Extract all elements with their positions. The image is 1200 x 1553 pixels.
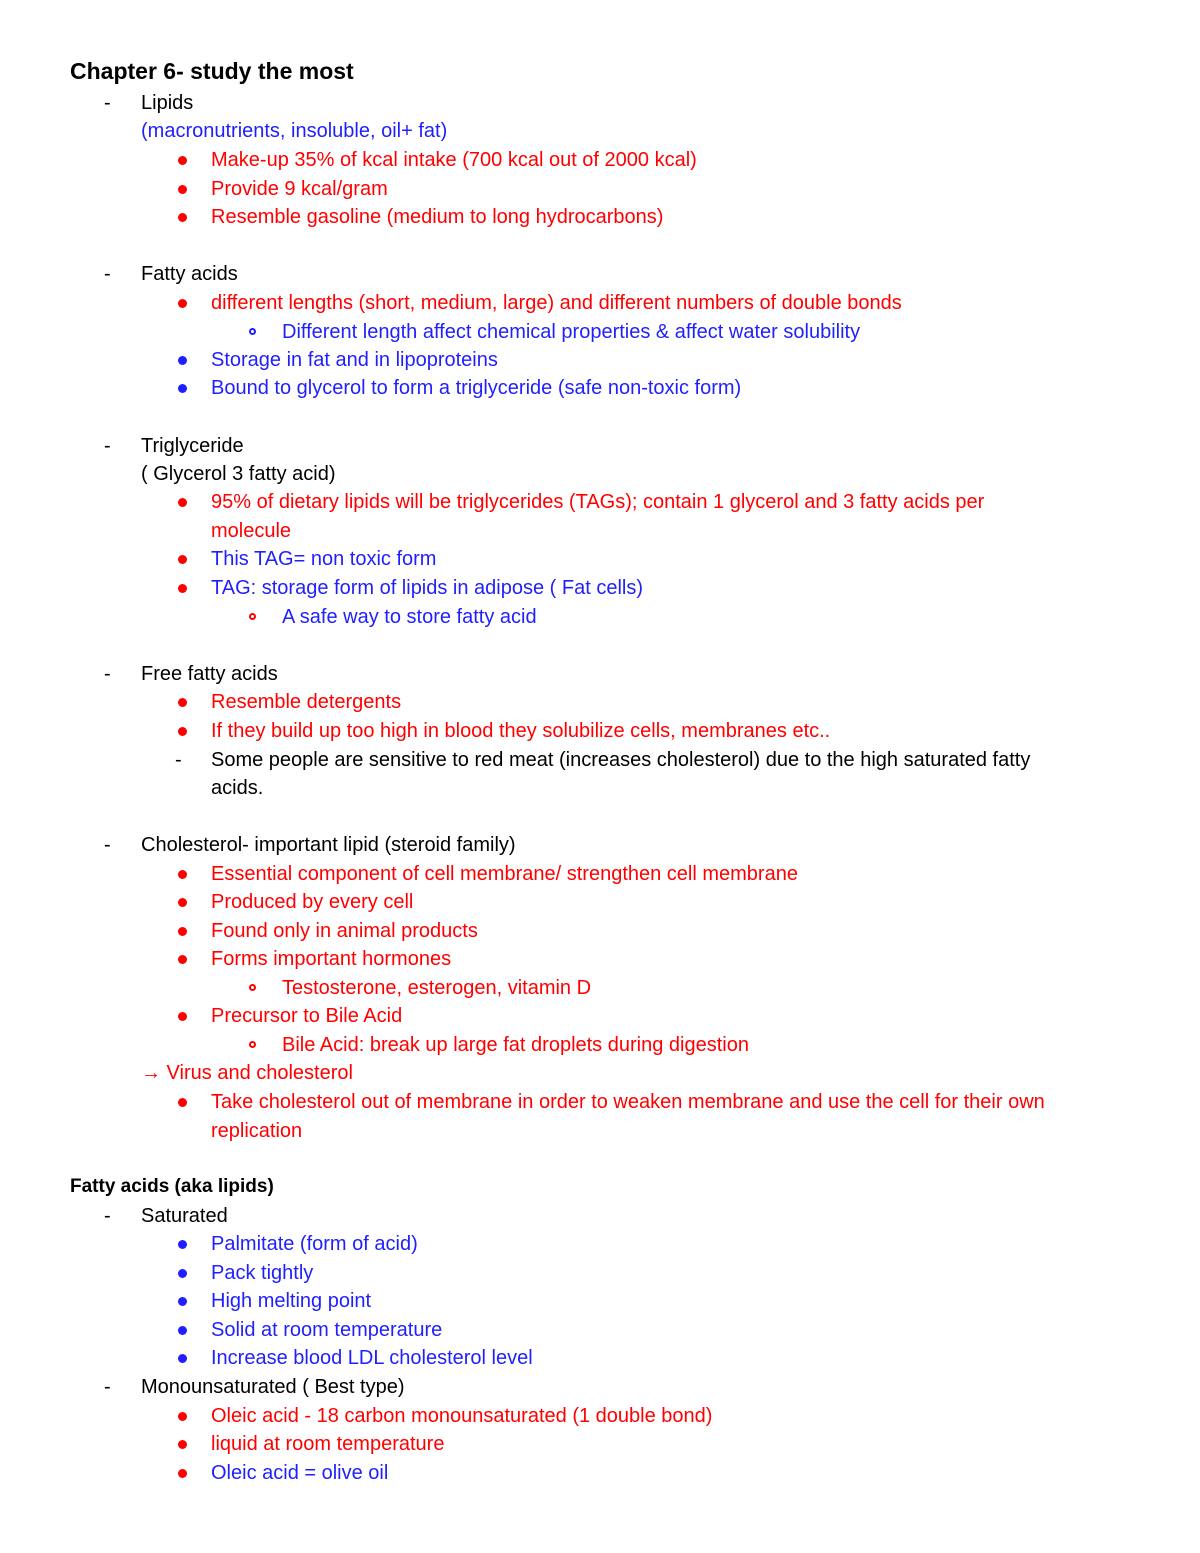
list-item: Take cholesterol out of membrane in order to weaken membrane and use the cell for their own xyxy=(211,1091,1045,1113)
list-item-continuation: replication xyxy=(211,1120,303,1142)
hollow-circle-bullet-icon xyxy=(249,1041,256,1048)
list-item: 95% of dietary lipids will be triglycerides (TAGs); contain 1 glycerol and 3 fatty acids per xyxy=(211,491,985,513)
page-title: Chapter 6- study the most xyxy=(70,58,354,84)
cholesterol-heading: Cholesterol- important lipid (steroid family) xyxy=(141,834,516,856)
red-bullet-icon xyxy=(178,555,187,564)
hollow-circle-bullet-icon xyxy=(249,328,256,335)
list-item: Forms important hormones xyxy=(211,948,452,970)
list-item: liquid at room temperature xyxy=(211,1433,445,1455)
sub-list-item: Testosterone, esterogen, vitamin D xyxy=(282,977,592,999)
blue-bullet-icon xyxy=(178,356,187,365)
blue-bullet-icon xyxy=(178,1326,187,1335)
red-bullet-icon xyxy=(178,299,187,308)
free-fatty-acids-heading: Free fatty acids xyxy=(141,663,278,685)
red-bullet-icon xyxy=(178,1412,187,1421)
blue-bullet-icon xyxy=(178,1354,187,1363)
red-bullet-icon xyxy=(178,1012,187,1021)
blue-bullet-icon xyxy=(178,1240,187,1249)
sub-list-item: A safe way to store fatty acid xyxy=(282,606,537,628)
blue-bullet-icon xyxy=(178,1269,187,1278)
dash-bullet: - xyxy=(104,1205,111,1227)
red-bullet-icon xyxy=(178,955,187,964)
red-bullet-icon xyxy=(178,1098,187,1107)
red-bullet-icon xyxy=(178,898,187,907)
hollow-circle-bullet-icon xyxy=(249,613,256,620)
list-item: Storage in fat and in lipoproteins xyxy=(211,349,498,371)
section-title: Fatty acids (aka lipids) xyxy=(70,1176,274,1197)
list-item: Make-up 35% of kcal intake (700 kcal out of 2000 kcal) xyxy=(211,149,697,171)
virus-cholesterol-heading: → Virus and cholesterol xyxy=(141,1062,353,1084)
lipids-heading: Lipids xyxy=(141,92,194,114)
red-bullet-icon xyxy=(178,185,187,194)
saturated-heading: Saturated xyxy=(141,1205,228,1227)
dash-bullet: - xyxy=(104,92,111,114)
list-item: Increase blood LDL cholesterol level xyxy=(211,1347,533,1369)
hollow-circle-bullet-icon xyxy=(249,984,256,991)
list-item: High melting point xyxy=(211,1290,372,1312)
red-bullet-icon xyxy=(178,584,187,593)
sub-list-item: Bile Acid: break up large fat droplets during digestion xyxy=(282,1034,749,1056)
red-bullet-icon xyxy=(178,727,187,736)
red-bullet-icon xyxy=(178,870,187,879)
list-item: Bound to glycerol to form a triglyceride (safe non-toxic form) xyxy=(211,377,742,399)
dash-bullet: - xyxy=(175,749,182,771)
list-item: Resemble gasoline (medium to long hydrocarbons) xyxy=(211,206,664,228)
list-item: Oleic acid = olive oil xyxy=(211,1462,389,1484)
list-item: Found only in animal products xyxy=(211,920,478,942)
dash-bullet: - xyxy=(104,834,111,856)
triglyceride-heading: Triglyceride xyxy=(141,435,244,457)
red-bullet-icon xyxy=(178,156,187,165)
sub-list-item: Different length affect chemical properties & affect water solubility xyxy=(282,321,861,343)
blue-bullet-icon xyxy=(178,1297,187,1306)
red-bullet-icon xyxy=(178,927,187,936)
list-item: Solid at room temperature xyxy=(211,1319,443,1341)
red-bullet-icon xyxy=(178,498,187,507)
list-item: TAG: storage form of lipids in adipose ( Fat cells) xyxy=(211,577,644,599)
red-bullet-icon xyxy=(178,1440,187,1449)
list-item-continuation: acids. xyxy=(211,777,264,799)
list-item: Provide 9 kcal/gram xyxy=(211,178,388,200)
list-item-continuation: molecule xyxy=(211,520,292,542)
dash-bullet: - xyxy=(104,263,111,285)
fatty-acids-heading: Fatty acids xyxy=(141,263,238,285)
list-item: Pack tightly xyxy=(211,1262,314,1284)
list-item: Produced by every cell xyxy=(211,891,414,913)
list-item: This TAG= non toxic form xyxy=(211,548,437,570)
list-item: Precursor to Bile Acid xyxy=(211,1005,403,1027)
triglyceride-note: ( Glycerol 3 fatty acid) xyxy=(141,463,336,485)
list-item: Some people are sensitive to red meat (increases cholesterol) due to the high saturated fatty xyxy=(211,749,1031,771)
list-item: Resemble detergents xyxy=(211,691,402,713)
monounsaturated-heading: Monounsaturated ( Best type) xyxy=(141,1376,405,1398)
dash-bullet: - xyxy=(104,1376,111,1398)
list-item: Oleic acid - 18 carbon monounsaturated (1 double bond) xyxy=(211,1405,713,1427)
red-bullet-icon xyxy=(178,1469,187,1478)
red-bullet-icon xyxy=(178,698,187,707)
lipids-note: (macronutrients, insoluble, oil+ fat) xyxy=(141,120,448,142)
red-bullet-icon xyxy=(178,213,187,222)
blue-bullet-icon xyxy=(178,384,187,393)
list-item: Essential component of cell membrane/ strengthen cell membrane xyxy=(211,863,798,885)
dash-bullet: - xyxy=(104,663,111,685)
list-item: Palmitate (form of acid) xyxy=(211,1233,418,1255)
dash-bullet: - xyxy=(104,435,111,457)
list-item: different lengths (short, medium, large) and different numbers of double bonds xyxy=(211,292,902,314)
list-item: If they build up too high in blood they solubilize cells, membranes etc.. xyxy=(211,720,831,742)
